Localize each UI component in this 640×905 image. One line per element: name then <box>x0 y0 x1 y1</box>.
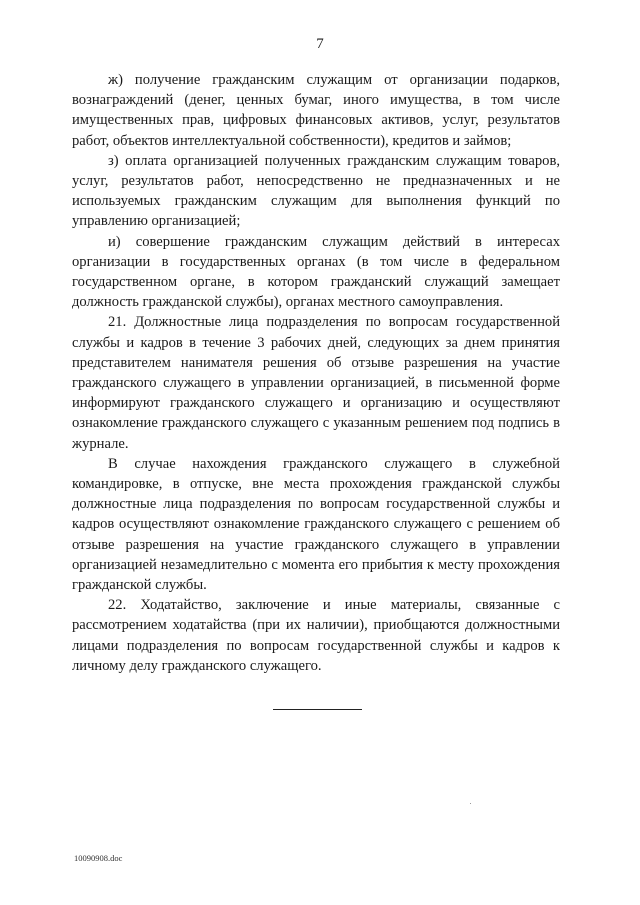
paragraph-item-zh: ж) получение гражданским служащим от организации подарков, вознаграждений (денег, ценных бумаг, иного имущества, в том числе имущественных прав, цифровых финансовых активов, услуг, результатов работ, объектов интеллектуальной собственности), кредитов и займов; <box>72 72 560 149</box>
paragraph-22: 22. Ходатайство, заключение и иные материалы, связанные с рассмотрением ходатайства (при их наличии), приобщаются должностными лицами подразделения по вопросам государственной службы и кадров к личному делу гражданского служащего. <box>72 597 560 674</box>
end-divider <box>273 709 362 710</box>
paragraph-21-continued: В случае нахождения гражданского служащего в служебной командировке, в отпуске, вне места прохождения гражданской службы должностные лица подразделения по вопросам государственной службы и кадров осуществляют ознакомление гражданского служащего с решением об отзыве разрешения на участие гражданского служащего в управлении организацией незамедлительно с момента его прибытия к месту прохождения гражданской службы. <box>72 455 560 594</box>
footer-file-code: 10090908.doc <box>74 853 123 863</box>
page-number: 7 <box>316 36 324 52</box>
paragraph-item-z: з) оплата организацией полученных гражданским служащим товаров, услуг, результатов работ, непосредственно не предназначенных и не используемых гражданским служащим для выполнения функций по управлению организацией; <box>72 152 560 230</box>
document-body <box>72 70 560 676</box>
scan-dot <box>470 803 471 804</box>
paragraph-21: 21. Должностные лица подразделения по вопросам государственной службы и кадров в течение 3 рабочих дней, следующих за днем принятия представителем нанимателя решения об отзыве разрешения на участие гражданского служащего в управлении организацией, в письменной форме информируют гражданского служащего и организацию и осуществляют ознакомление гражданского служащего с указанным решением под подпись в журнале. <box>72 314 560 452</box>
paragraph-item-i: и) совершение гражданским служащим действий в интересах организации в государственных органах (в том числе в федеральном государственном органе, в котором гражданский служащий замещает должность гражданской службы), органах местного самоуправления. <box>72 233 560 311</box>
